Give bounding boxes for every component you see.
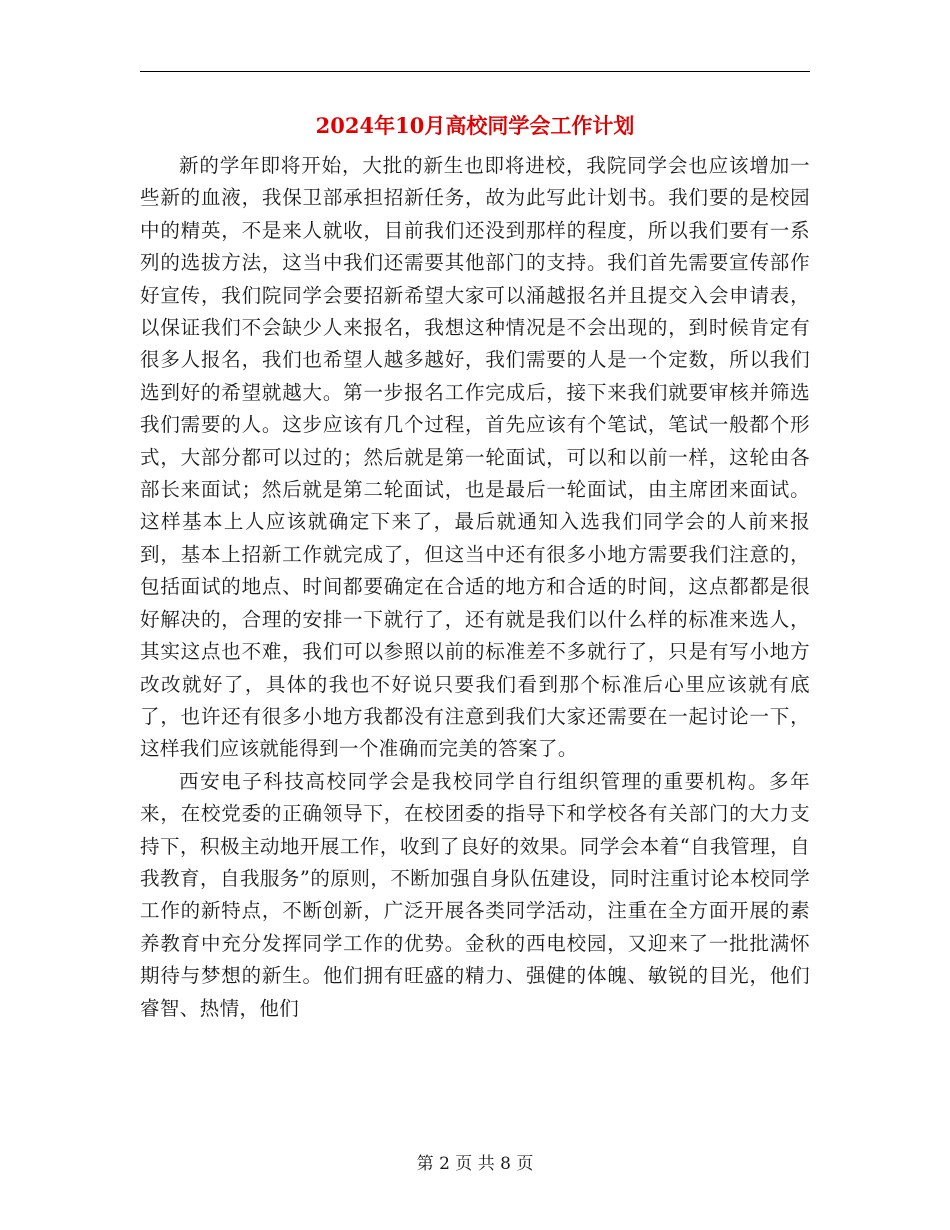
document-title: 2024年10月高校同学会工作计划 bbox=[315, 113, 635, 138]
paragraph-2: 西安电子科技高校同学会是我校同学自行组织管理的重要机构。多年来，在校党委的正确领导下，在校团委的指导下和学校各有关部门的大力支持下，积极主动地开展工作，收到了良好的效果。同学会本着“自我管理，自我教育，自我服务”的原则，不断加强自身队伍建设，同时注重讨论本校同学工作的新特点，不断创新，广泛开展各类同学活动，注重在全方面开展的素养教育中充分发挥同学工作的优势。金秋的西电校园，又迎来了一批批满怀期待与梦想的新生。他们拥有旺盛的精力、强健的体魄、敏锐的目光，他们睿智、热情，他们 bbox=[140, 769, 810, 1020]
page-number: 第 2 页 共 8 页 bbox=[416, 1154, 534, 1174]
document-body bbox=[140, 150, 810, 1025]
paragraph-1: 新的学年即将开始，大批的新生也即将进校，我院同学会也应该增加一些新的血液，我保卫部承担招新任务，故为此写此计划书。我们要的是校园中的精英，不是来人就收，目前我们还没到那样的程度，所以我们要有一系列的选拔方法，这当中我们还需要其他部门的支持。我们首先需要宣传部作好宣传，我们院同学会要招新希望大家可以涌越报名并且提交入会申请表，以保证我们不会缺少人来报名，我想这种情况是不会出现的，到时候肯定有很多人报名，我们也希望人越多越好，我们需要的人是一个定数，所以我们选到好的希望就越大。第一步报名工作完成后，接下来我们就要审核并筛选我们需要的人。这步应该有几个过程，首先应该有个笔试，笔试一般都个形式，大部分都可以过的；然后就是第一轮面试，可以和以前一样，这轮由各部长来面试；然后就是第二轮面试，也是最后一轮面试，由主席团来面试。这样基本上人应该就确定下来了，最后就通知入选我们同学会的人前来报到，基本上招新工作就完成了，但这当中还有很多小地方需要我们注意的，包括面试的地点、时间都要确定在合适的地方和合适的时间，这点都都是很好解决的，合理的安排一下就行了，还有就是我们以什么样的标准来选人，其实这点也不难，我们可以参照以前的标准差不多就行了，只是有写小地方改改就好了，具体的我也不好说只要我们看到那个标准后心里应该就有底了，也许还有很多小地方我都没有注意到我们大家还需要在一起讨论一下，这样我们应该就能得到一个准确而完美的答案了。 bbox=[140, 154, 810, 761]
header-rule bbox=[140, 71, 810, 72]
